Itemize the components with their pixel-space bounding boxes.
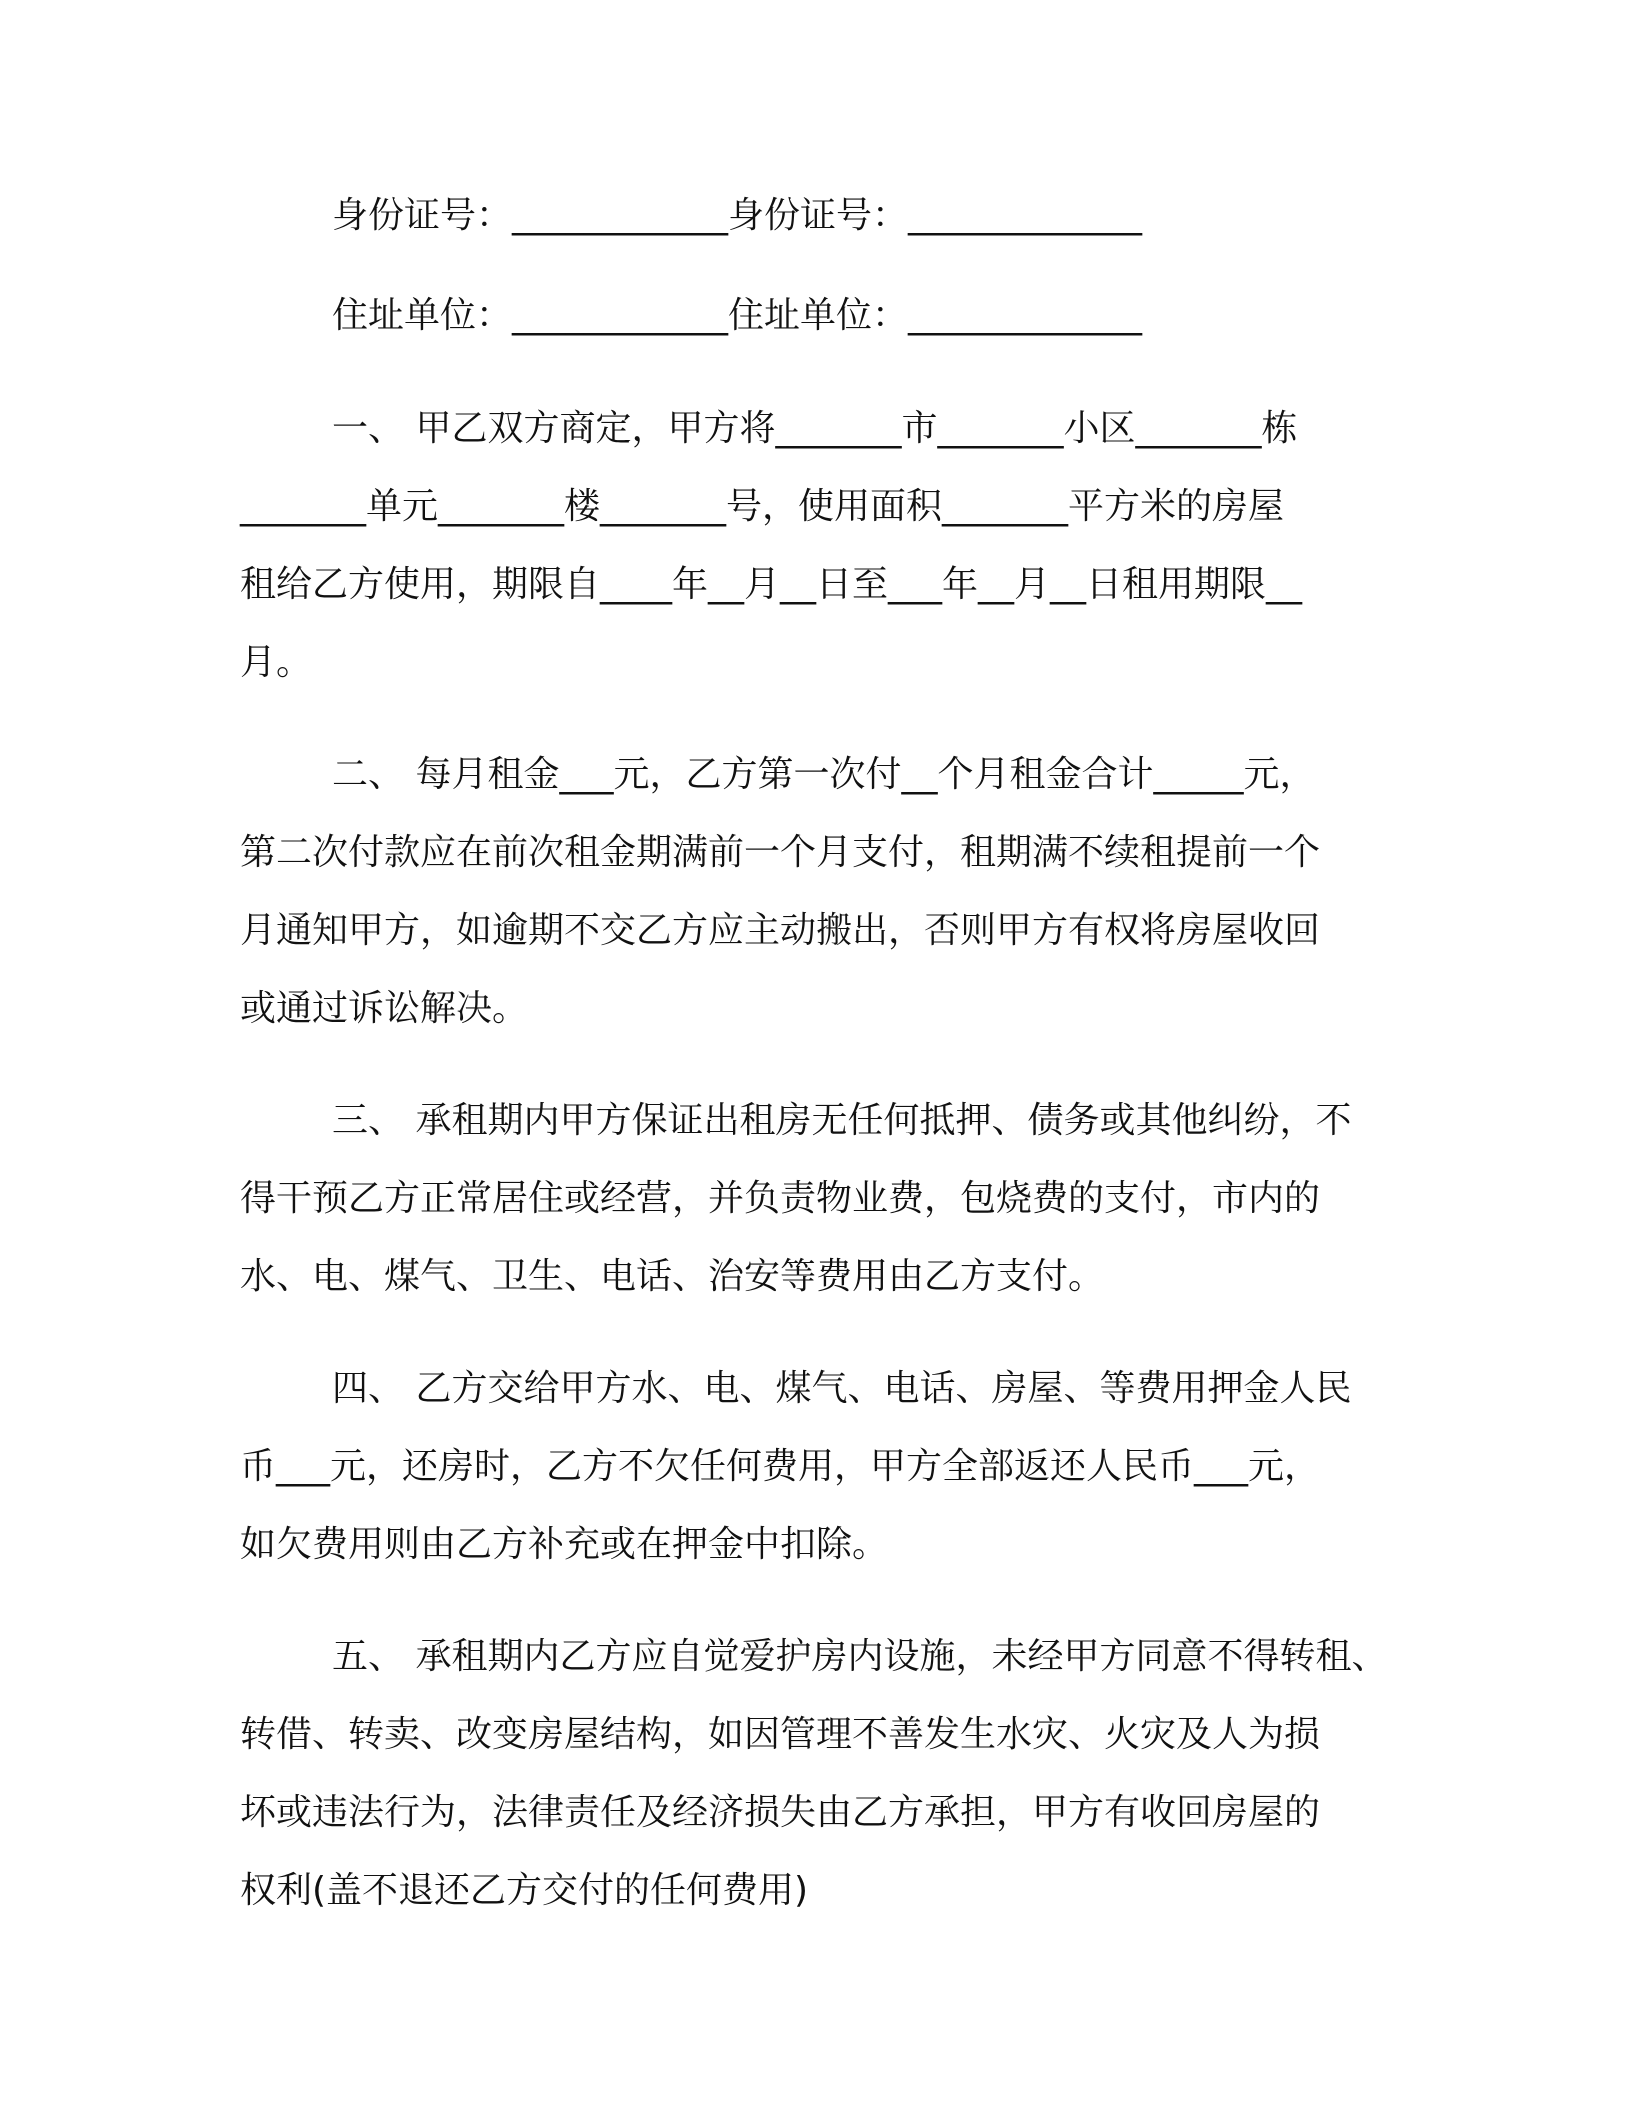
id-number-fields: 身份证号：____________身份证号：_____________	[332, 195, 1143, 236]
clause-5	[240, 1618, 1420, 1930]
document-body	[240, 190, 1420, 1964]
clause-line: 权利(盖不退还乙方交付的任何费用)	[240, 1870, 809, 1911]
clause-line: 或通过诉讼解决。	[240, 988, 529, 1029]
clause-line: 坏或违法行为，法律责任及经济损失由乙方承担，甲方有收回房屋的	[240, 1792, 1321, 1833]
clause-line: 一、 甲乙双方商定，甲方将_______市_______小区_______栋	[332, 408, 1298, 449]
clause-4	[240, 1350, 1420, 1584]
clause-1	[240, 390, 1420, 702]
clause-line: _______单元_______楼_______号，使用面积_______平方米的房屋	[240, 486, 1285, 527]
clause-line: 第二次付款应在前次租金期满前一个月支付，租期满不续租提前一个	[240, 832, 1321, 873]
clause-line: 转借、转卖、改变房屋结构，如因管理不善发生水灾、火灾及人为损	[240, 1714, 1321, 1755]
clause-line: 二、 每月租金___元，乙方第一次付__个月租金合计_____元，	[332, 754, 1316, 795]
clause-2	[240, 736, 1420, 1048]
clause-line: 租给乙方使用，期限自____年__月__日至___年__月__日租用期限__	[240, 564, 1303, 605]
clause-line: 得干预乙方正常居住或经营，并负责物业费，包烧费的支付，市内的	[240, 1178, 1321, 1219]
clause-line: 月。	[240, 642, 313, 683]
clause-line: 三、 承租期内甲方保证出租房无任何抵押、债务或其他纠纷，不	[332, 1100, 1352, 1141]
clause-line: 币___元，还房时，乙方不欠任何费用，甲方全部返还人民币___元，	[240, 1446, 1321, 1487]
clause-line: 如欠费用则由乙方补充或在押金中扣除。	[240, 1524, 889, 1565]
address-fields: 住址单位：____________住址单位：_____________	[332, 295, 1143, 336]
clause-line: 五、 承租期内乙方应自觉爱护房内设施，未经甲方同意不得转租、	[332, 1636, 1388, 1677]
clause-line: 四、 乙方交给甲方水、电、煤气、电话、房屋、等费用押金人民	[332, 1368, 1352, 1409]
clause-line: 月通知甲方，如逾期不交乙方应主动搬出，否则甲方有权将房屋收回	[240, 910, 1321, 951]
clause-3	[240, 1082, 1420, 1316]
clause-line: 水、电、煤气、卫生、电话、治安等费用由乙方支付。	[240, 1256, 1105, 1297]
